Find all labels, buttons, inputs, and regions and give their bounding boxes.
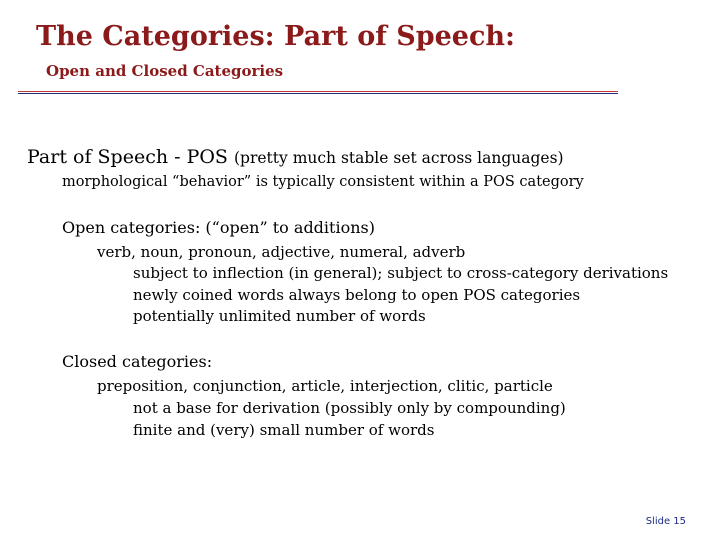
title-underline: [18, 91, 618, 94]
open-point-3: potentially unlimited number of words: [133, 307, 426, 325]
pos-heading-paren: (pretty much stable set across languages): [234, 149, 564, 167]
slide-title: [36, 20, 515, 88]
open-categories-list: verb, noun, pronoun, adjective, numeral, adverb: [97, 243, 466, 261]
closed-point-2: finite and (very) small number of words: [133, 421, 435, 439]
pos-subpoint: morphological “behavior” is typically consistent within a POS category: [62, 174, 584, 190]
closed-categories-list: preposition, conjunction, article, interjection, clitic, particle: [97, 377, 553, 395]
closed-categories-heading: Closed categories:: [62, 352, 213, 371]
pos-heading-main: Part of Speech - POS: [27, 146, 228, 168]
closed-point-1: not a base for derivation (possibly only by compounding): [133, 399, 566, 417]
open-point-1: subject to inflection (in general); subject to cross-category derivations: [133, 264, 669, 282]
open-categories-heading: Open categories: (“open” to additions): [62, 218, 375, 237]
title-line-1: The Categories: Part of Speech:: [36, 21, 516, 52]
title-line-2: Open and Closed Categories: [46, 62, 284, 80]
pos-heading: [27, 146, 564, 168]
open-point-2: newly coined words always belong to open POS categories: [133, 286, 581, 304]
slide-number: Slide 15: [645, 516, 686, 527]
